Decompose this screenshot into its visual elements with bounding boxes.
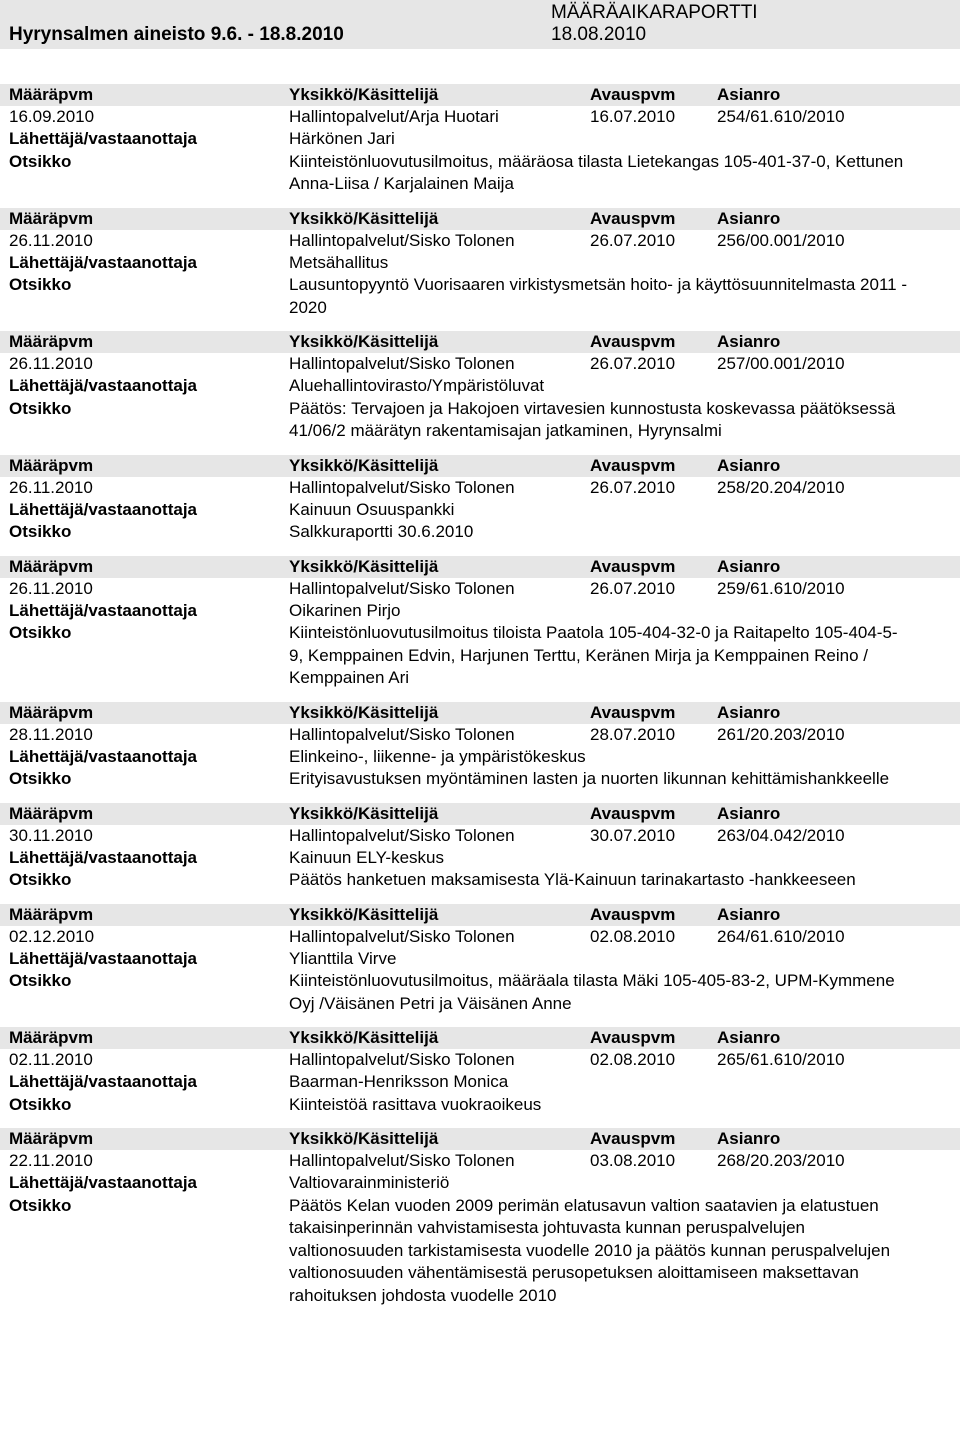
asianro-value: 263/04.042/2010 bbox=[717, 825, 845, 845]
col-header-avauspvm: Avauspvm bbox=[590, 208, 676, 228]
report-title: MÄÄRÄAIKARAPORTTI bbox=[551, 2, 758, 23]
avauspvm-value: 03.08.2010 bbox=[590, 1151, 676, 1170]
col-header-avauspvm: Avauspvm bbox=[590, 455, 676, 475]
record bbox=[0, 1027, 960, 1116]
record-values-row bbox=[0, 724, 960, 746]
col-header-asianro: Asianro bbox=[717, 702, 781, 722]
sender-value: Aluehallintovirasto/Ympäristöluvat bbox=[289, 376, 545, 395]
record-values-row bbox=[0, 1049, 960, 1071]
col-header-maarapvm: Määräpvm bbox=[9, 556, 94, 576]
avauspvm-value: 02.08.2010 bbox=[590, 926, 676, 946]
col-header-asianro: Asianro bbox=[717, 556, 781, 576]
subject-value: Päätös: Tervajoen ja Hakojoen virtavesien kunnostusta koskevassa päätöksessä 41/06/2 määrätyn rakentamisajan jatkaminen, Hyrynsalmi bbox=[289, 398, 896, 440]
sender-label: Lähettäjä/vastaanottaja bbox=[9, 376, 198, 395]
subject-row bbox=[0, 869, 960, 892]
maarapvm-value: 26.11.2010 bbox=[9, 477, 93, 497]
col-header-maarapvm: Määräpvm bbox=[9, 702, 94, 722]
record bbox=[0, 556, 960, 690]
col-header-maarapvm: Määräpvm bbox=[9, 1129, 94, 1148]
maarapvm-value: 26.11.2010 bbox=[9, 354, 93, 373]
col-header-yksikko: Yksikkö/Käsittelijä bbox=[289, 904, 439, 924]
col-header-maarapvm: Määräpvm bbox=[9, 208, 94, 228]
sender-row bbox=[0, 252, 960, 275]
col-header-asianro: Asianro bbox=[717, 455, 781, 475]
subject-value: Salkkuraportti 30.6.2010 bbox=[289, 522, 474, 541]
asianro-value: 259/61.610/2010 bbox=[717, 578, 845, 598]
record bbox=[0, 702, 960, 791]
record bbox=[0, 331, 960, 443]
asianro-value: 256/00.001/2010 bbox=[717, 230, 845, 250]
maarapvm-value: 30.11.2010 bbox=[9, 825, 93, 845]
avauspvm-value: 26.07.2010 bbox=[590, 230, 676, 250]
yksikko-value: Hallintopalvelut/Sisko Tolonen bbox=[289, 354, 515, 373]
avauspvm-value: 28.07.2010 bbox=[590, 724, 676, 744]
col-header-avauspvm: Avauspvm bbox=[590, 702, 676, 722]
subject-value: Päätös Kelan vuoden 2009 perimän elatusavun valtion saatavien ja elatustuen takaisinperinnän vahvistamisesta johtuvasta kunnan peruspalvelujen valtionosuuden tarkistamisesta vuodelle 2010 ja päätös kunnan peruspalvelujen valtionosuuden vähentämisestä perusopetuksen aloittamiseen maksettavan rahoituksen johdosta vuodelle 2010 bbox=[289, 1195, 891, 1305]
sender-row bbox=[0, 847, 960, 870]
yksikko-value: Hallintopalvelut/Sisko Tolonen bbox=[289, 578, 515, 598]
asianro-value: 264/61.610/2010 bbox=[717, 926, 845, 946]
yksikko-value: Hallintopalvelut/Sisko Tolonen bbox=[289, 1151, 515, 1170]
report-date: 18.08.2010 bbox=[551, 24, 647, 45]
subject-row bbox=[0, 970, 960, 1015]
maarapvm-value: 26.11.2010 bbox=[9, 578, 93, 598]
record bbox=[0, 84, 960, 196]
col-header-yksikko: Yksikkö/Käsittelijä bbox=[289, 1028, 439, 1047]
sender-value: Ylianttila Virve bbox=[289, 948, 397, 968]
subject-label: Otsikko bbox=[9, 870, 72, 889]
record-values-row bbox=[0, 106, 960, 128]
record bbox=[0, 455, 960, 544]
avauspvm-value: 30.07.2010 bbox=[590, 825, 676, 845]
sender-label: Lähettäjä/vastaanottaja bbox=[9, 948, 198, 968]
subject-label: Otsikko bbox=[9, 1094, 72, 1114]
avauspvm-value: 26.07.2010 bbox=[590, 354, 676, 373]
col-header-yksikko: Yksikkö/Käsittelijä bbox=[289, 332, 439, 351]
sender-value: Oikarinen Pirjo bbox=[289, 600, 401, 620]
report-period: Hyrynsalmen aineisto 9.6. - 18.8.2010 bbox=[9, 24, 344, 45]
record-values-row bbox=[0, 825, 960, 847]
sender-row bbox=[0, 1172, 960, 1195]
sender-row bbox=[0, 948, 960, 971]
col-header-maarapvm: Määräpvm bbox=[9, 904, 94, 924]
yksikko-value: Hallintopalvelut/Sisko Tolonen bbox=[289, 926, 515, 946]
record-values-row bbox=[0, 477, 960, 499]
col-header-yksikko: Yksikkö/Käsittelijä bbox=[289, 85, 439, 104]
maarapvm-value: 02.12.2010 bbox=[9, 926, 95, 946]
subject-value: Päätös hanketuen maksamisesta Ylä-Kainuun tarinakartasto -hankkeeseen bbox=[289, 870, 856, 889]
record-header-row bbox=[0, 1128, 960, 1150]
col-header-yksikko: Yksikkö/Käsittelijä bbox=[289, 702, 439, 722]
col-header-avauspvm: Avauspvm bbox=[590, 803, 676, 823]
sender-row bbox=[0, 746, 960, 769]
subject-row bbox=[0, 768, 960, 791]
col-header-avauspvm: Avauspvm bbox=[590, 85, 676, 104]
asianro-value: 265/61.610/2010 bbox=[717, 1050, 845, 1069]
sender-value: Valtiovarainministeriö bbox=[289, 1173, 450, 1192]
record bbox=[0, 1128, 960, 1307]
col-header-maarapvm: Määräpvm bbox=[9, 85, 94, 104]
record-header-row bbox=[0, 1027, 960, 1049]
subject-label: Otsikko bbox=[9, 151, 72, 171]
sender-label: Lähettäjä/vastaanottaja bbox=[9, 847, 198, 867]
sender-row bbox=[0, 499, 960, 522]
avauspvm-value: 26.07.2010 bbox=[590, 477, 676, 497]
col-header-avauspvm: Avauspvm bbox=[590, 904, 676, 924]
maarapvm-value: 02.11.2010 bbox=[9, 1050, 93, 1069]
maarapvm-value: 16.09.2010 bbox=[9, 107, 95, 126]
record bbox=[0, 208, 960, 320]
col-header-asianro: Asianro bbox=[717, 1028, 781, 1047]
record-header-row bbox=[0, 331, 960, 353]
yksikko-value: Hallintopalvelut/Sisko Tolonen bbox=[289, 825, 515, 845]
sender-row bbox=[0, 1071, 960, 1094]
sender-value: Kainuun ELY-keskus bbox=[289, 847, 444, 867]
sender-value: Kainuun Osuuspankki bbox=[289, 499, 455, 519]
maarapvm-value: 28.11.2010 bbox=[9, 724, 93, 744]
col-header-yksikko: Yksikkö/Käsittelijä bbox=[289, 1129, 439, 1148]
subject-value: Kiinteistönluovutusilmoitus, määräosa tilasta Lietekangas 105-401-37-0, Kettunen Anna-Liisa / Karjalainen Maija bbox=[289, 151, 904, 193]
subject-value: Kiinteistöä rasittava vuokraoikeus bbox=[289, 1094, 542, 1114]
subject-row bbox=[0, 1195, 960, 1308]
record bbox=[0, 803, 960, 892]
subject-label: Otsikko bbox=[9, 398, 72, 418]
col-header-maarapvm: Määräpvm bbox=[9, 455, 94, 475]
subject-label: Otsikko bbox=[9, 1195, 72, 1215]
yksikko-value: Hallintopalvelut/Sisko Tolonen bbox=[289, 724, 515, 744]
sender-label: Lähettäjä/vastaanottaja bbox=[9, 1173, 198, 1192]
col-header-maarapvm: Määräpvm bbox=[9, 1028, 94, 1047]
record-header-row bbox=[0, 702, 960, 724]
col-header-asianro: Asianro bbox=[717, 1129, 781, 1148]
subject-row bbox=[0, 274, 960, 319]
sender-label: Lähettäjä/vastaanottaja bbox=[9, 746, 198, 766]
col-header-maarapvm: Määräpvm bbox=[9, 332, 94, 351]
subject-value: Kiinteistönluovutusilmoitus tiloista Paatola 105-404-32-0 ja Raitapelto 105-404-5-9, Kemppainen Edvin, Harjunen Terttu, Keränen Mirja ja Kemppainen Reino / Kemppainen Ari bbox=[289, 623, 898, 687]
sender-label: Lähettäjä/vastaanottaja bbox=[9, 1072, 198, 1091]
subject-row bbox=[0, 622, 960, 690]
subject-row bbox=[0, 151, 960, 196]
records-list bbox=[0, 84, 960, 1307]
record-values-row bbox=[0, 1150, 960, 1172]
subject-value: Lausuntopyyntö Vuorisaaren virkistysmetsän hoito- ja käyttösuunnitelmasta 2011 - 2020 bbox=[289, 275, 907, 317]
record-values-row bbox=[0, 353, 960, 375]
subject-label: Otsikko bbox=[9, 522, 72, 541]
yksikko-value: Hallintopalvelut/Arja Huotari bbox=[289, 107, 499, 126]
yksikko-value: Hallintopalvelut/Sisko Tolonen bbox=[289, 230, 515, 250]
asianro-value: 257/00.001/2010 bbox=[717, 354, 845, 373]
record-header-row bbox=[0, 904, 960, 926]
subject-label: Otsikko bbox=[9, 971, 72, 990]
col-header-avauspvm: Avauspvm bbox=[590, 1129, 676, 1148]
maarapvm-value: 22.11.2010 bbox=[9, 1151, 93, 1170]
sender-row bbox=[0, 600, 960, 623]
yksikko-value: Hallintopalvelut/Sisko Tolonen bbox=[289, 1050, 515, 1069]
sender-value: Härkönen Jari bbox=[289, 129, 395, 148]
avauspvm-value: 26.07.2010 bbox=[590, 578, 676, 598]
col-header-yksikko: Yksikkö/Käsittelijä bbox=[289, 208, 439, 228]
col-header-avauspvm: Avauspvm bbox=[590, 332, 676, 351]
col-header-maarapvm: Määräpvm bbox=[9, 803, 94, 823]
col-header-asianro: Asianro bbox=[717, 208, 781, 228]
sender-row bbox=[0, 128, 960, 151]
col-header-asianro: Asianro bbox=[717, 803, 781, 823]
col-header-asianro: Asianro bbox=[717, 85, 781, 104]
sender-value: Baarman-Henriksson Monica bbox=[289, 1072, 509, 1091]
sender-value: Metsähallitus bbox=[289, 252, 389, 272]
record-values-row bbox=[0, 926, 960, 948]
col-header-avauspvm: Avauspvm bbox=[590, 1028, 676, 1047]
subject-value: Kiinteistönluovutusilmoitus, määräala tilasta Mäki 105-405-83-2, UPM-Kymmene Oyj /Väisänen Petri ja Väisänen Anne bbox=[289, 971, 895, 1013]
avauspvm-value: 16.07.2010 bbox=[590, 107, 676, 126]
sender-label: Lähettäjä/vastaanottaja bbox=[9, 499, 198, 519]
col-header-asianro: Asianro bbox=[717, 904, 781, 924]
sender-row bbox=[0, 375, 960, 398]
subject-label: Otsikko bbox=[9, 623, 72, 642]
col-header-yksikko: Yksikkö/Käsittelijä bbox=[289, 803, 439, 823]
report-header bbox=[0, 0, 960, 49]
record-header-row bbox=[0, 803, 960, 825]
subject-row bbox=[0, 398, 960, 443]
asianro-value: 268/20.203/2010 bbox=[717, 1151, 845, 1170]
record-header-row bbox=[0, 556, 960, 578]
record-header-row bbox=[0, 208, 960, 230]
sender-label: Lähettäjä/vastaanottaja bbox=[9, 129, 198, 148]
record bbox=[0, 904, 960, 1016]
col-header-avauspvm: Avauspvm bbox=[590, 556, 676, 576]
record-values-row bbox=[0, 230, 960, 252]
yksikko-value: Hallintopalvelut/Sisko Tolonen bbox=[289, 477, 515, 497]
subject-row bbox=[0, 521, 960, 544]
record-header-row bbox=[0, 455, 960, 477]
col-header-yksikko: Yksikkö/Käsittelijä bbox=[289, 455, 439, 475]
record-values-row bbox=[0, 578, 960, 600]
sender-label: Lähettäjä/vastaanottaja bbox=[9, 252, 198, 272]
subject-value: Erityisavustuksen myöntäminen lasten ja nuorten likunnan kehittämishankkeelle bbox=[289, 769, 890, 788]
sender-value: Elinkeino-, liikenne- ja ympäristökeskus bbox=[289, 746, 586, 766]
subject-label: Otsikko bbox=[9, 275, 72, 294]
subject-label: Otsikko bbox=[9, 769, 72, 788]
asianro-value: 254/61.610/2010 bbox=[717, 107, 845, 126]
sender-label: Lähettäjä/vastaanottaja bbox=[9, 600, 198, 620]
col-header-asianro: Asianro bbox=[717, 332, 781, 351]
record-header-row bbox=[0, 84, 960, 106]
col-header-yksikko: Yksikkö/Käsittelijä bbox=[289, 556, 439, 576]
asianro-value: 258/20.204/2010 bbox=[717, 477, 845, 497]
maarapvm-value: 26.11.2010 bbox=[9, 230, 93, 250]
subject-row bbox=[0, 1094, 960, 1117]
asianro-value: 261/20.203/2010 bbox=[717, 724, 845, 744]
avauspvm-value: 02.08.2010 bbox=[590, 1050, 676, 1069]
